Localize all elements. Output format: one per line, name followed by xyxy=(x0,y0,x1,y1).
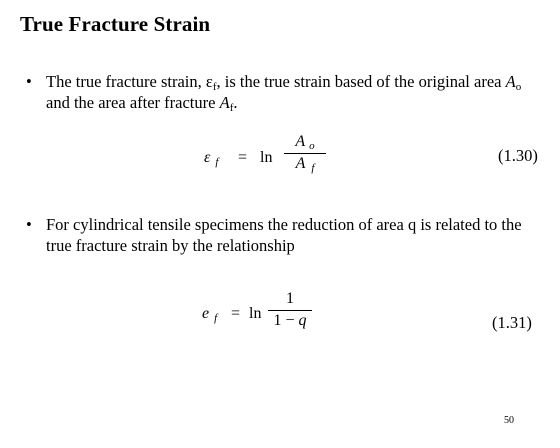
bullet-text-part: , is the true strain based of the original area xyxy=(216,72,506,91)
eq-lhs-symbol: e xyxy=(202,305,210,322)
eq-lhs xyxy=(202,305,217,323)
fraction-bar xyxy=(268,310,312,311)
eq-equals: = xyxy=(231,305,241,322)
bullet-reduction-of-area xyxy=(26,214,536,256)
fraction-bar xyxy=(284,153,326,154)
slide-title: True Fracture Strain xyxy=(20,12,211,36)
eq-lhs-subscript: f xyxy=(214,312,218,324)
bullet-marker: • xyxy=(26,215,32,234)
eq-denominator: 1 − q xyxy=(273,312,307,329)
subscript-o: o xyxy=(515,81,522,93)
eq-denominator: A $_f$ xyxy=(295,155,315,174)
subscript-f: f xyxy=(229,102,234,114)
bullet-text xyxy=(46,71,536,113)
eq-ln: ln xyxy=(260,149,273,166)
eq-ln: ln xyxy=(249,305,262,322)
equation-number-1-30: (1.30) xyxy=(498,146,538,165)
epsilon-symbol: ε xyxy=(205,72,213,91)
eq-fraction xyxy=(284,133,326,173)
eq-numerator: A $_o$ xyxy=(295,133,315,152)
bullet-text-part: . xyxy=(233,93,238,112)
equation-number-1-31: (1.31) xyxy=(492,313,532,332)
eq-lhs-subscript: f xyxy=(215,156,219,168)
eq-lhs xyxy=(204,149,218,167)
eq-fraction xyxy=(268,290,312,330)
bullet-text-part: The true fracture strain, xyxy=(46,72,206,91)
bullet-marker: • xyxy=(26,72,32,91)
area-fracture-symbol: A xyxy=(219,93,230,112)
page-number: 50 xyxy=(504,415,514,426)
eq-equals: = xyxy=(238,149,248,166)
bullet-text: For cylindrical tensile specimens the reduction of area q is related to the true fracture strain by the relationship xyxy=(46,215,522,255)
eq-numerator: 1 xyxy=(286,290,294,307)
bullet-true-fracture-strain xyxy=(26,71,536,113)
subscript-f: f xyxy=(212,81,217,93)
eq-lhs-symbol: ε xyxy=(204,149,211,166)
bullet-text-part: and the area after fracture xyxy=(46,93,220,112)
area-original-symbol: A xyxy=(505,72,516,91)
